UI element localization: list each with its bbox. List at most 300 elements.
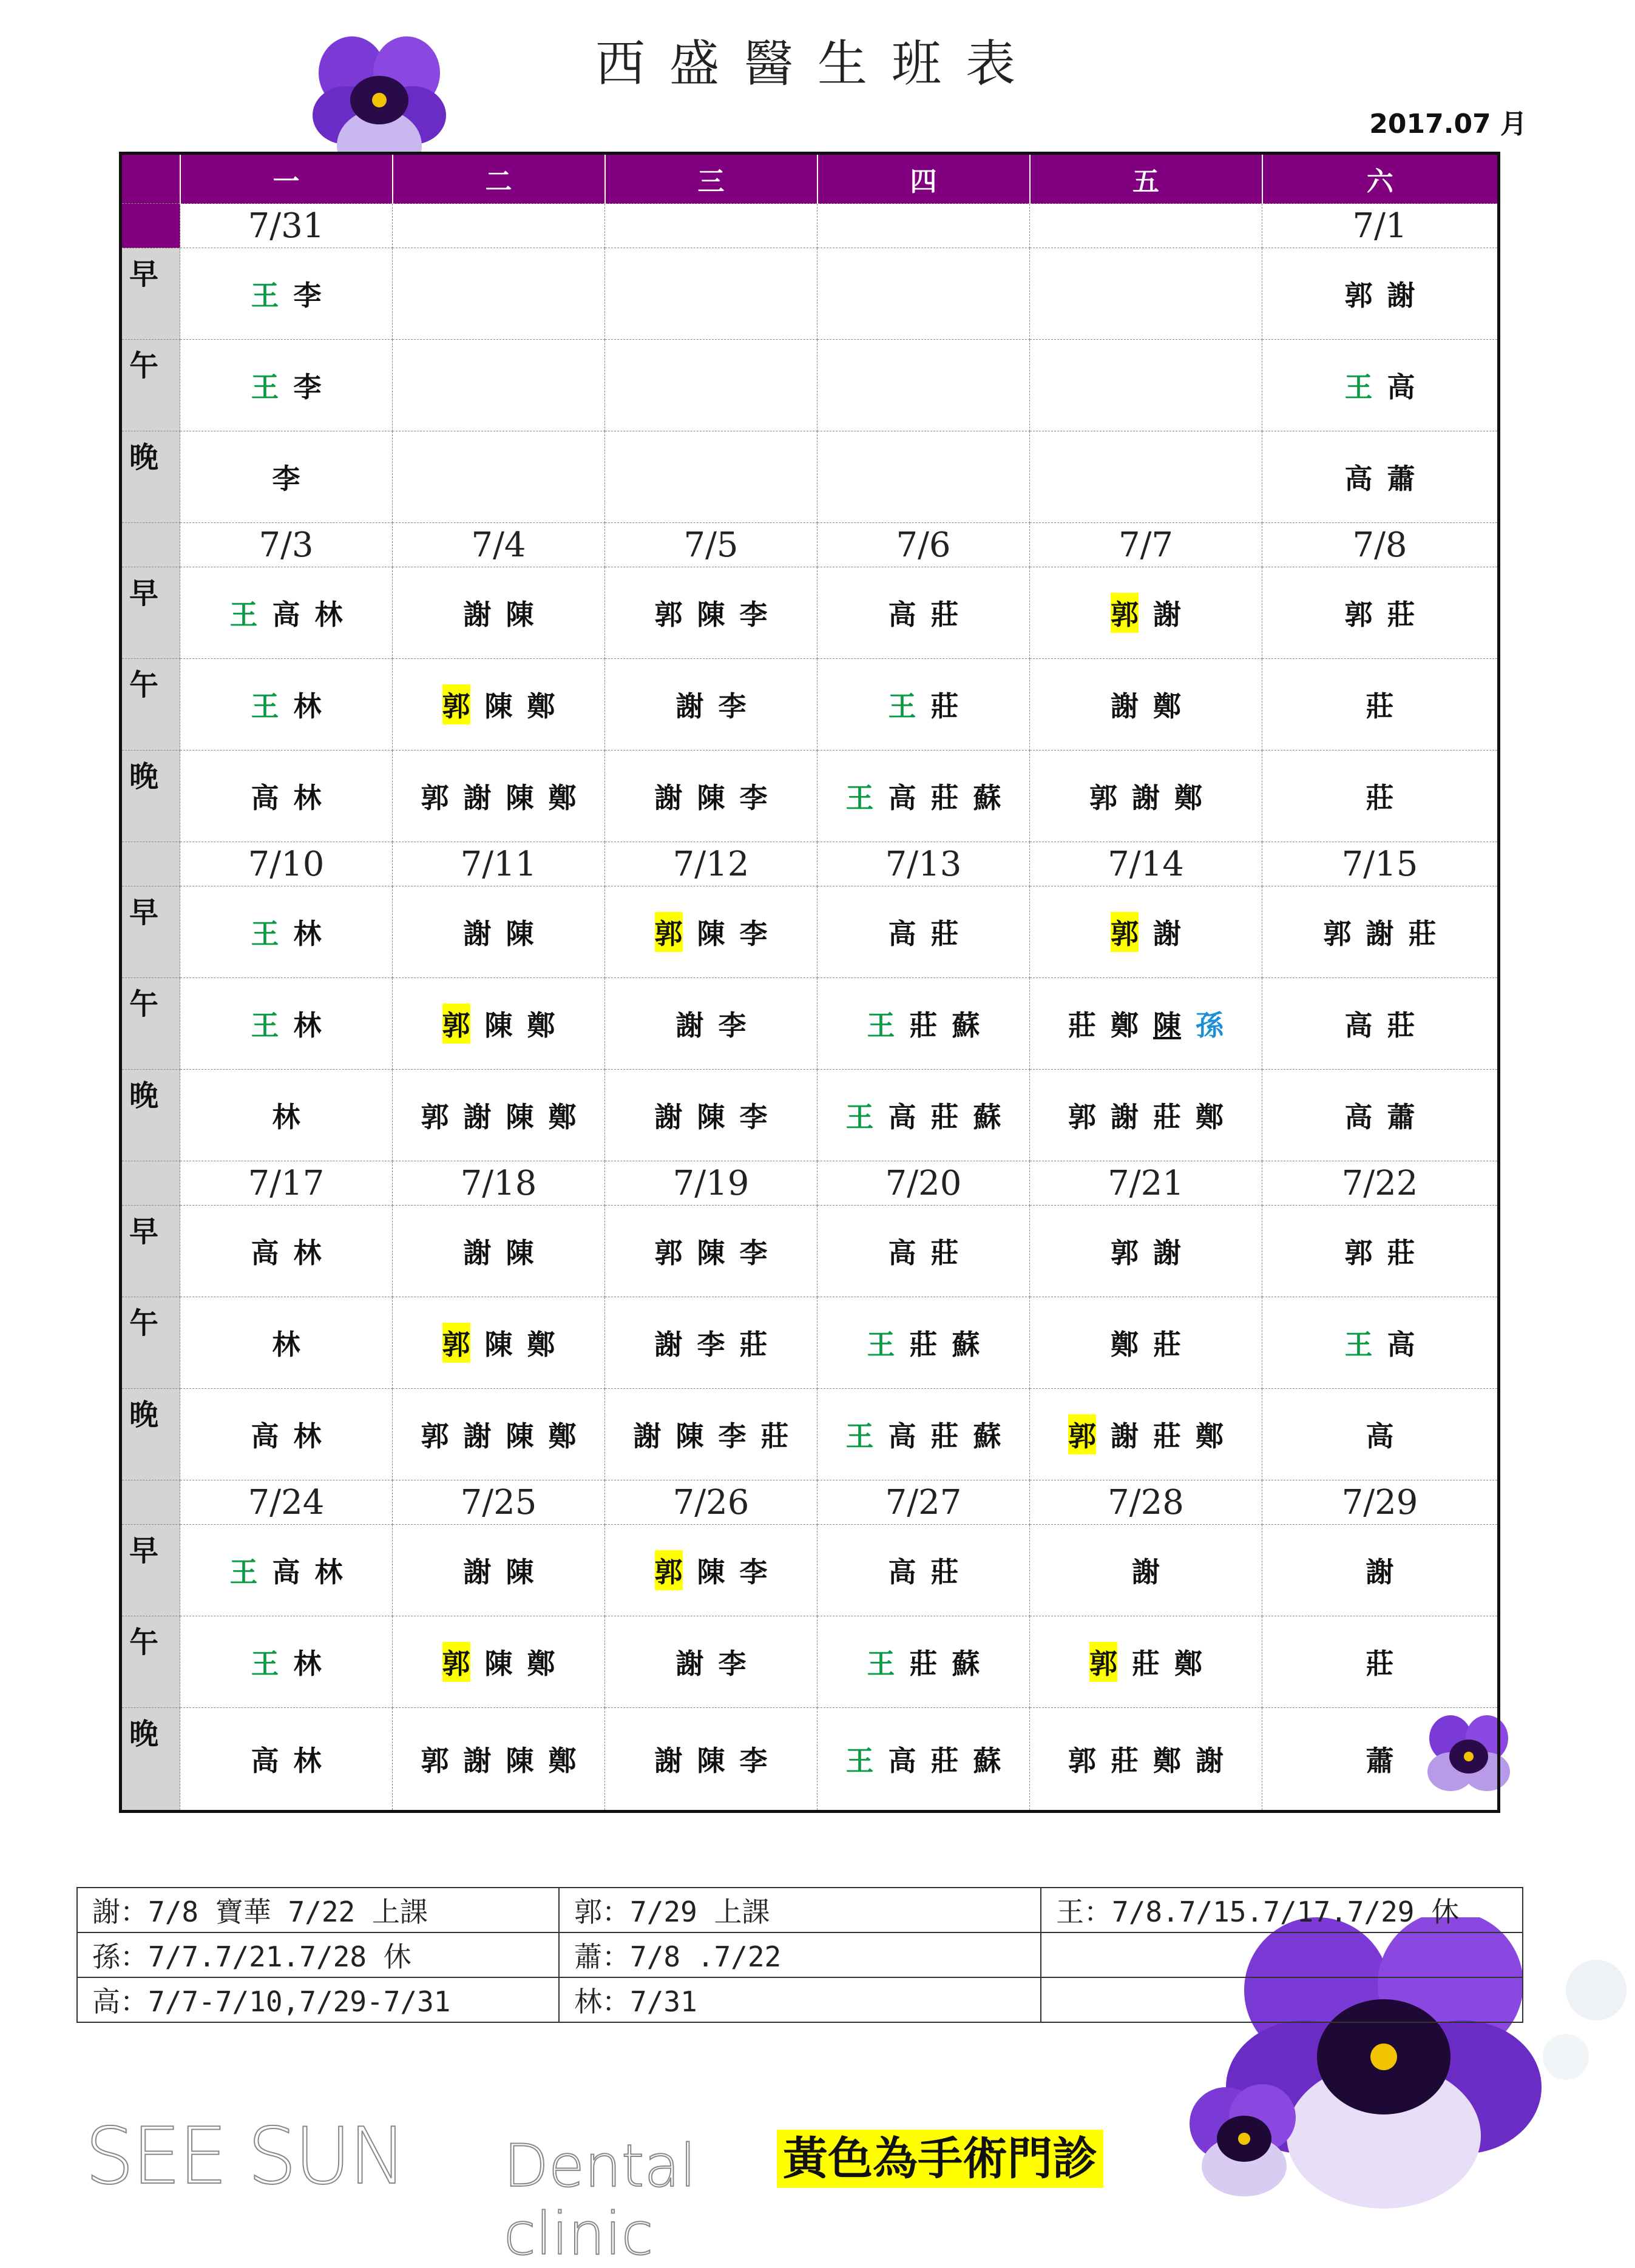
shift-cell [605,1389,818,1480]
doctor-name: 鄭 [1174,1647,1202,1680]
doctor-name: 王 [867,1328,895,1361]
date-row [121,1161,1499,1206]
doctor-name: 陳 [484,1328,513,1361]
shift-cell [1262,248,1499,340]
doctor-schedule-table [119,152,1500,1813]
doctor-name: 高 [888,917,916,950]
weekday-header-row [121,154,1499,204]
date-row-label [121,204,180,248]
doctor-name: 王 [251,371,279,403]
date-cell: 7/18 [393,1161,605,1206]
shift-cell [180,567,393,659]
doctor-name: 鄭 [1153,1744,1181,1777]
shift-cell [1262,886,1499,978]
slot-label: 晚 [121,431,180,523]
slot-row [121,1206,1499,1297]
doctor-name: 莊 [930,917,959,950]
shift-cell [393,567,605,659]
doctor-name: 李 [739,1101,768,1133]
shift-cell [180,751,393,842]
date-cell: 7/7 [1030,523,1262,567]
doctor-name: 謝 [1111,1420,1139,1453]
doctor-name: 高 [272,1556,300,1588]
doctor-name: 謝 [675,690,704,723]
date-cell: 7/15 [1262,842,1499,886]
slot-label: 午 [121,340,180,431]
doctor-name: 王 [867,1647,895,1680]
shift-cell [1030,431,1262,523]
doctor-name: 高 [1344,1101,1373,1133]
weekday-tue: 二 [393,154,605,204]
doctor-name: 謝 [463,1744,492,1777]
doctor-name: 蕭 [1366,1744,1394,1777]
slot-label: 晚 [121,1708,180,1812]
doctor-name: 高 [888,1237,916,1269]
doctor-name: 高 [1366,1420,1394,1453]
doctor-name: 謝 [463,781,492,814]
doctor-name: 林 [272,1328,300,1361]
doctor-name: 高 [251,1237,279,1269]
doctor-name: 蕭 [1387,1101,1415,1133]
slot-label: 午 [121,1616,180,1708]
weekday-fri: 五 [1030,154,1262,204]
shift-cell [1262,1525,1499,1616]
notes-row [77,1932,1523,1977]
doctor-name: 陳 [697,1744,725,1777]
doctor-name: 陳 [484,690,513,723]
doctor-name: 林 [272,1101,300,1133]
notes-row [77,1888,1523,1932]
doctor-name: 郭 [1344,1237,1373,1269]
doctor-name: 莊 [1366,690,1394,723]
shift-cell [818,1297,1030,1389]
doctor-name: 莊 [930,1101,959,1133]
shift-cell [818,978,1030,1070]
doctor-name: 鄭 [548,1420,577,1453]
shift-cell [180,978,393,1070]
doctor-name: 郭 [1068,1744,1096,1777]
slot-row [121,978,1499,1070]
date-row [121,204,1499,248]
doctor-name: 莊 [1387,598,1415,631]
doctor-name: 莊 [930,781,959,814]
doctor-name: 高 [888,1420,916,1453]
shift-cell [1030,1206,1262,1297]
shift-cell [1262,1708,1499,1812]
shift-cell [180,431,393,523]
doctor-name: 鄭 [527,690,555,723]
shift-cell [818,567,1030,659]
shift-cell [1030,1070,1262,1161]
doctor-name: 林 [314,598,343,631]
doctor-name: 莊 [909,1328,938,1361]
doctor-name: 莊 [909,1647,938,1680]
weekday-mon: 一 [180,154,393,204]
note-cell [1041,1977,1523,2022]
doctor-name: 李 [293,279,322,312]
doctor-name: 莊 [1068,1009,1096,1042]
doctor-name: 李 [697,1328,725,1361]
slot-row [121,1708,1499,1812]
shift-cell [1030,1297,1262,1389]
shift-cell [180,659,393,751]
doctor-name: 謝 [633,1420,662,1453]
shift-cell [393,659,605,751]
doctor-name: 陳 [506,917,534,950]
shift-cell [605,659,818,751]
doctor-name: 鄭 [527,1328,555,1361]
doctor-name: 陳 [697,1101,725,1133]
doctor-name: 莊 [1387,1009,1415,1042]
doctor-name: 蘇 [952,1009,980,1042]
weekday-thu: 四 [818,154,1030,204]
doctor-name: 鄭 [527,1009,555,1042]
date-cell: 7/24 [180,1480,393,1525]
date-cell: 7/26 [605,1480,818,1525]
date-cell: 7/13 [818,842,1030,886]
slot-row [121,751,1499,842]
date-cell: 7/25 [393,1480,605,1525]
doctor-name: 鄭 [1111,1328,1139,1361]
doctor-name: 陳 [697,1556,725,1588]
doctor-name: 高 [888,598,916,631]
date-row [121,523,1499,567]
doctor-name: 鄭 [548,1101,577,1133]
doctor-name: 陳 [697,598,725,631]
slot-label: 早 [121,248,180,340]
slot-row [121,1070,1499,1161]
note-cell: 林：7/31 [559,1977,1041,2022]
doctor-name: 蘇 [973,1744,1001,1777]
date-cell [1030,204,1262,248]
doctor-name: 孫 [1196,1009,1224,1042]
doctor-name: 謝 [1366,917,1394,950]
doctor-name: 郭 [442,1642,470,1682]
shift-cell [1262,1297,1499,1389]
slot-row [121,567,1499,659]
doctor-name: 李 [293,371,322,403]
doctor-name: 謝 [654,1101,683,1133]
doctor-name: 郭 [1089,781,1117,814]
doctor-name: 謝 [463,917,492,950]
doctor-name: 郭 [654,598,683,631]
doctor-name: 莊 [1111,1744,1139,1777]
doctor-name: 莊 [930,1744,959,1777]
shift-cell [1262,751,1499,842]
doctor-name: 郭 [1344,598,1373,631]
doctor-name: 蘇 [973,1101,1001,1133]
doctor-name: 李 [739,1744,768,1777]
note-cell: 王：7/8.7/15.7/17.7/29 休 [1041,1888,1523,1932]
doctor-name: 蘇 [973,781,1001,814]
shift-cell [1262,1616,1499,1708]
doctor-name: 林 [314,1556,343,1588]
shift-cell [393,1206,605,1297]
slot-row [121,340,1499,431]
doctor-name: 莊 [1153,1101,1181,1133]
doctor-name: 蘇 [952,1328,980,1361]
doctor-name: 林 [293,1420,322,1453]
doctor-name: 王 [251,279,279,312]
doctor-name: 高 [251,1744,279,1777]
slot-label: 早 [121,1206,180,1297]
doctor-name: 謝 [654,781,683,814]
doctor-name: 林 [293,1237,322,1269]
date-cell: 7/21 [1030,1161,1262,1206]
doctor-name: 李 [718,1647,746,1680]
doctor-name: 王 [1344,1328,1373,1361]
shift-cell [393,248,605,340]
date-row [121,842,1499,886]
date-row-label [121,523,180,567]
doctor-name: 王 [251,917,279,950]
doctor-name: 林 [293,1744,322,1777]
slot-label: 午 [121,978,180,1070]
shift-cell [1262,978,1499,1070]
shift-cell [1030,1708,1262,1812]
slot-label: 早 [121,886,180,978]
shift-cell [1262,1070,1499,1161]
date-cell: 7/1 [1262,204,1499,248]
date-cell: 7/31 [180,204,393,248]
doctor-name: 高 [272,598,300,631]
date-cell: 7/28 [1030,1480,1262,1525]
doctor-name: 鄭 [548,781,577,814]
slot-label: 午 [121,659,180,751]
shift-cell [1030,886,1262,978]
doctor-name: 莊 [1387,1237,1415,1269]
doctor-name: 李 [739,598,768,631]
doctor-name: 王 [845,1101,874,1133]
shift-cell [393,1616,605,1708]
slot-label: 早 [121,1525,180,1616]
doctor-name: 李 [718,1009,746,1042]
doctor-name: 郭 [1068,1414,1096,1454]
note-cell [1041,1932,1523,1977]
shift-cell [818,659,1030,751]
shift-cell [605,1525,818,1616]
shift-cell [393,1070,605,1161]
shift-cell [1262,340,1499,431]
doctor-name: 謝 [654,1328,683,1361]
doctor-name: 郭 [1344,279,1373,312]
doctor-name: 莊 [930,1556,959,1588]
doctor-name: 謝 [1132,1556,1160,1588]
shift-cell [393,340,605,431]
doctor-name: 李 [272,462,300,495]
date-cell [393,204,605,248]
shift-cell [180,248,393,340]
doctor-name: 謝 [463,1420,492,1453]
shift-cell [605,886,818,978]
brand-main-text: SEE SUN [85,2111,405,2202]
shift-cell [1262,567,1499,659]
doctor-name: 郭 [421,1420,449,1453]
doctor-name: 郭 [1111,1237,1139,1269]
shift-cell [605,751,818,842]
doctor-name: 陳 [506,1420,534,1453]
doctor-name: 謝 [1153,1237,1181,1269]
shift-cell [1030,1389,1262,1480]
doctor-name: 王 [1344,371,1373,403]
doctor-name: 鄭 [1196,1101,1224,1133]
doctor-name: 莊 [1408,917,1437,950]
date-cell: 7/29 [1262,1480,1499,1525]
date-cell: 7/19 [605,1161,818,1206]
shift-cell [818,1389,1030,1480]
note-cell: 謝：7/8 寶華 7/22 上課 [77,1888,559,1932]
doctor-name: 高 [888,781,916,814]
doctor-name: 鄭 [1174,781,1202,814]
shift-cell [605,1708,818,1812]
shift-cell [605,1206,818,1297]
doctor-name: 郭 [421,1744,449,1777]
legend-surgery-note: 黃色為手術門診 [777,2130,1103,2188]
doctor-name: 高 [1387,371,1415,403]
doctor-name: 李 [739,781,768,814]
page-title: 西盛醫生班表 [595,35,1040,93]
slot-label: 晚 [121,1389,180,1480]
date-cell: 7/3 [180,523,393,567]
shift-cell [818,248,1030,340]
doctor-name: 郭 [654,1237,683,1269]
shift-cell [1262,1206,1499,1297]
doctor-name: 陳 [697,917,725,950]
doctor-name: 謝 [1387,279,1415,312]
weekday-sat: 六 [1262,154,1499,204]
doctor-name: 郭 [421,1101,449,1133]
doctor-name: 陳 [506,598,534,631]
doctor-name: 謝 [654,1744,683,1777]
shift-cell [393,1389,605,1480]
shift-cell [1030,567,1262,659]
doctor-name: 陳 [506,1101,534,1133]
date-cell [818,204,1030,248]
doctor-name: 莊 [1132,1647,1160,1680]
doctor-name: 林 [293,690,322,723]
doctor-name: 林 [293,1647,322,1680]
shift-cell [1262,1389,1499,1480]
doctor-name: 高 [1387,1328,1415,1361]
date-cell: 7/14 [1030,842,1262,886]
doctor-name: 王 [229,1556,258,1588]
doctor-name: 陳 [484,1009,513,1042]
doctor-name: 陳 [675,1420,704,1453]
shift-cell [818,751,1030,842]
date-cell: 7/6 [818,523,1030,567]
doctor-name: 王 [251,1009,279,1042]
doctor-name: 王 [251,1647,279,1680]
doctor-name: 王 [888,690,916,723]
doctor-name: 高 [251,1420,279,1453]
doctor-name: 謝 [1153,598,1181,631]
doctor-name: 謝 [1111,1101,1139,1133]
shift-cell [393,886,605,978]
doctor-name: 陳 [697,781,725,814]
doctor-name: 莊 [739,1328,768,1361]
shift-cell [1030,248,1262,340]
doctor-name: 郭 [421,781,449,814]
doctor-name: 莊 [930,1237,959,1269]
note-cell: 蕭：7/8 .7/22 [559,1932,1041,1977]
clinic-brand [85,2111,753,2268]
doctor-name: 高 [1344,462,1373,495]
doctor-name: 郭 [1089,1642,1117,1682]
doctor-name: 莊 [760,1420,789,1453]
slot-label: 晚 [121,1070,180,1161]
doctor-name: 林 [293,1009,322,1042]
slot-row [121,1616,1499,1708]
shift-cell [818,1616,1030,1708]
shift-cell [818,1708,1030,1812]
shift-cell [818,886,1030,978]
doctor-name: 莊 [930,598,959,631]
date-row [121,1480,1499,1525]
shift-cell [393,751,605,842]
shift-cell [180,1525,393,1616]
shift-cell [180,1708,393,1812]
date-cell: 7/27 [818,1480,1030,1525]
doctor-name: 郭 [1111,593,1139,633]
shift-cell [605,567,818,659]
date-cell: 7/8 [1262,523,1499,567]
schedule-body [121,204,1499,1812]
slot-row [121,886,1499,978]
slot-row [121,1297,1499,1389]
doctor-name: 郭 [1111,912,1139,952]
shift-cell [605,1070,818,1161]
note-cell: 郭：7/29 上課 [559,1888,1041,1932]
shift-cell [1030,340,1262,431]
doctor-name: 李 [718,690,746,723]
date-row-label [121,1161,180,1206]
shift-cell [180,340,393,431]
doctor-name: 鄭 [527,1647,555,1680]
doctor-name: 陳 [506,1744,534,1777]
doctor-name: 謝 [1111,690,1139,723]
doctor-name: 謝 [463,1556,492,1588]
doctor-name: 莊 [930,1420,959,1453]
doctor-name: 謝 [1153,917,1181,950]
doctor-name: 鄭 [1153,690,1181,723]
doctor-name: 李 [739,1556,768,1588]
doctor-name: 蘇 [952,1647,980,1680]
shift-cell [605,248,818,340]
doctor-name: 莊 [1366,1647,1394,1680]
doctor-name: 高 [888,1556,916,1588]
doctor-name: 蘇 [973,1420,1001,1453]
date-cell: 7/20 [818,1161,1030,1206]
doctor-name: 莊 [1153,1420,1181,1453]
shift-cell [180,1070,393,1161]
doctor-name: 謝 [1366,1556,1394,1588]
doctor-name: 謝 [675,1647,704,1680]
date-cell: 7/5 [605,523,818,567]
month-label: 2017.07 月 [1369,109,1527,140]
doctor-name: 高 [888,1744,916,1777]
slot-row [121,1389,1499,1480]
shift-cell [818,340,1030,431]
shift-cell [393,1525,605,1616]
date-cell: 7/12 [605,842,818,886]
header-corner [121,154,180,204]
doctor-name: 王 [229,598,258,631]
doctor-name: 郭 [655,1550,683,1590]
doctor-name: 謝 [463,598,492,631]
shift-cell [605,1616,818,1708]
shift-cell [393,978,605,1070]
doctor-name: 鄭 [548,1744,577,1777]
